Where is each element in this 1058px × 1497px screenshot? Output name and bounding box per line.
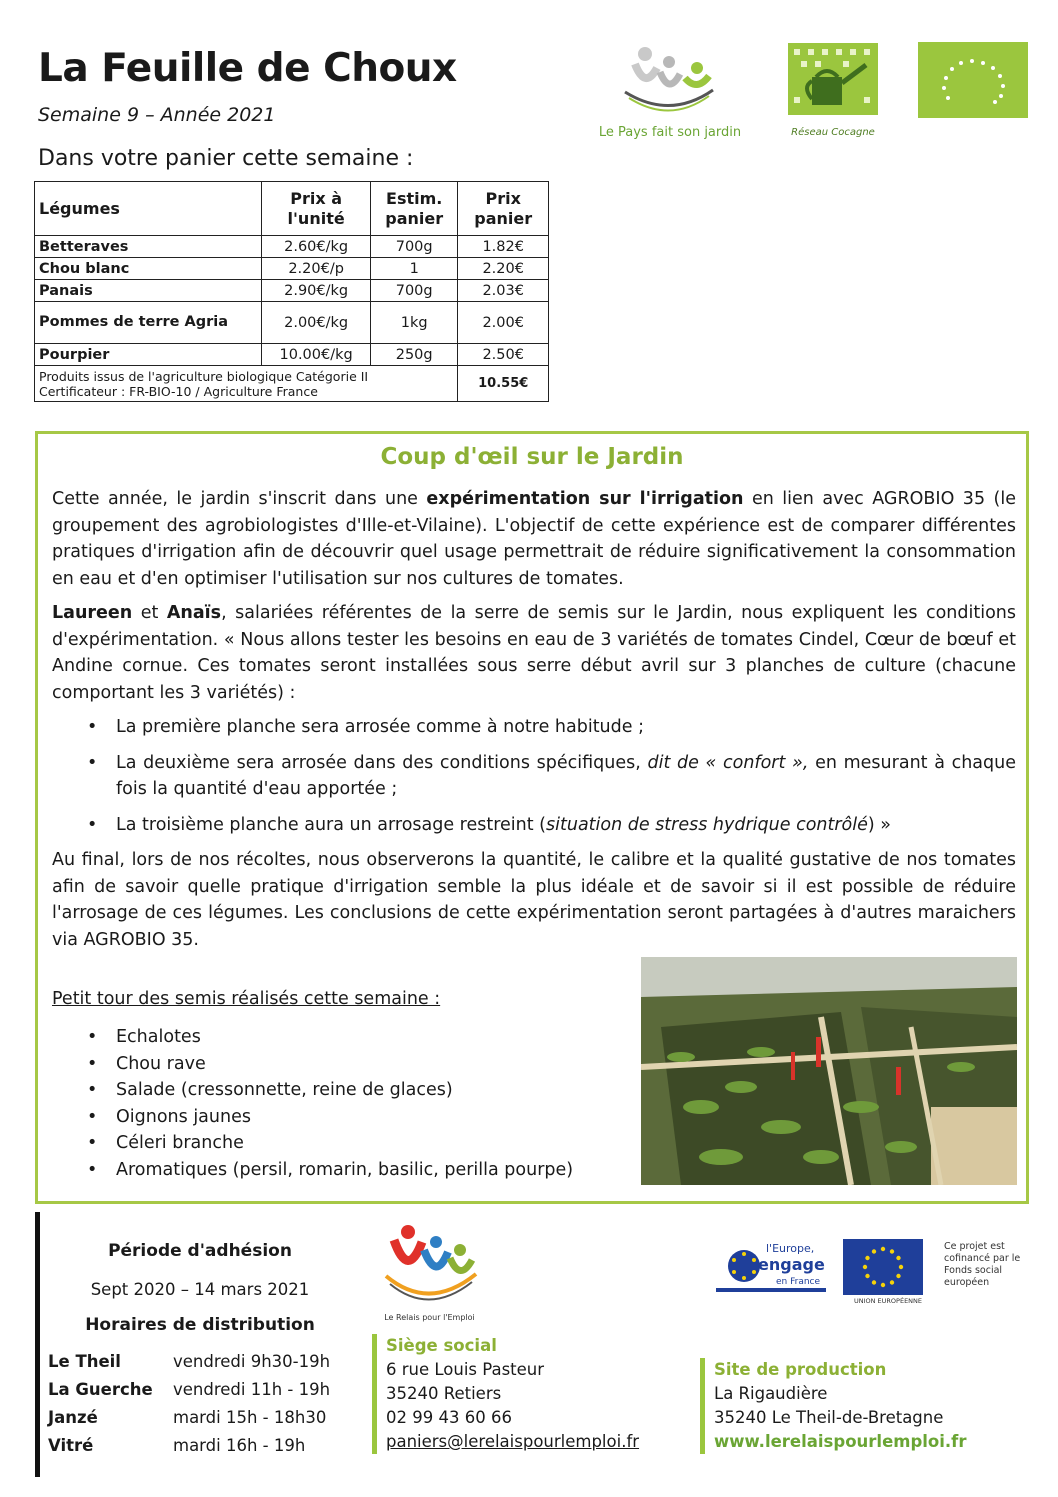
distribution-hours-label: Horaires de distribution xyxy=(85,1315,315,1335)
text-run: La troisième planche aura un arrosage restreint ( xyxy=(116,814,547,835)
europe-stars-icon xyxy=(716,1238,826,1298)
week-subtitle: Semaine 9 – Année 2021 xyxy=(38,104,276,126)
distribution-time: mardi 16h - 19h xyxy=(173,1436,306,1455)
unit-price: 2.00€/kg xyxy=(262,302,371,344)
text-run-bold: Anaïs xyxy=(166,603,222,623)
watering-can-icon xyxy=(788,43,878,115)
garden-article xyxy=(52,486,1016,961)
contact-email-link[interactable]: paniers@lerelaispourlemploi.fr xyxy=(386,1432,640,1451)
head-office-city: 35240 Retiers xyxy=(386,1384,502,1403)
experiment-list xyxy=(52,714,1016,838)
distribution-row xyxy=(48,1380,330,1399)
column-header: Estim. panier xyxy=(370,182,458,236)
text-run: et xyxy=(132,603,167,623)
basket-price: 2.20€ xyxy=(458,258,549,280)
pays-logo-caption: Le Pays fait son jardin xyxy=(598,125,742,140)
unit-price: 2.90€/kg xyxy=(262,280,371,302)
table-row xyxy=(35,302,549,344)
green-divider xyxy=(372,1334,377,1454)
distribution-place: Le Theil xyxy=(48,1352,121,1371)
relais-logo-caption: Le Relais pour l'Emploi xyxy=(384,1313,475,1322)
text-run: en mesurant à chaque fois la quantité d'eau apportée ; xyxy=(116,752,1017,799)
vegetable-name: Chou blanc xyxy=(35,258,262,280)
distribution-row xyxy=(48,1408,326,1427)
text-run: , salariées référentes de la serre de semis sur le Jardin, nous expliquent les conditions d'expérimentation. « Nous allons tester les besoins en eau de 3 variétés de tomates Cindel, Cœur de bœuf et Andine cornue. Ces tomates seront installées sous serre début avril sur 3 planches de culture (chacune comportant les 3 variétés) : xyxy=(52,603,1016,703)
table-row xyxy=(35,344,549,366)
text-run-bold: expérimentation sur l'irrigation xyxy=(426,489,744,509)
semis-heading: Petit tour des semis réalisés cette semaine : xyxy=(52,989,441,1009)
basket-price: 2.50€ xyxy=(458,344,549,366)
membership-period-label: Période d'adhésion xyxy=(108,1241,292,1261)
head-office-label: Siège social xyxy=(386,1336,497,1355)
cocagne-logo-caption: Réseau Cocagne xyxy=(791,127,875,138)
certification-line: Produits issus de l'agriculture biologique Catégorie II xyxy=(39,368,369,384)
green-divider xyxy=(700,1358,705,1454)
garden-title: Coup d'œil sur le Jardin xyxy=(380,444,684,470)
people-cheering-icon xyxy=(372,1220,487,1308)
basket-table xyxy=(34,181,549,402)
article-paragraph xyxy=(52,486,1016,592)
estimated-quantity: 250g xyxy=(370,344,458,366)
text-run: en lien avec AGROBIO 35 (le groupement des agrobiologistes d'Ille-et-Vilaine). L'objectif de cette expérience est de comparer différentes pratiques d'irrigation afin de découvrir quel usage permettrait de réduire significativement la consommation en eau et d'en optimiser l'utilisation sur nos cultures de tomates. xyxy=(52,489,1016,589)
distribution-row xyxy=(48,1352,330,1371)
text-run: La deuxième sera arrosée dans des conditions spécifiques, xyxy=(116,752,648,773)
eu-stars-icon xyxy=(843,1239,923,1295)
text-run-bold: Laureen xyxy=(52,603,133,623)
list-item: • Oignons jaunes xyxy=(52,1104,573,1131)
garden-section xyxy=(35,431,1029,1204)
europe-text: l'Europe, xyxy=(766,1242,815,1255)
list-item xyxy=(52,812,1016,839)
head-office-phone: 02 99 43 60 66 xyxy=(386,1408,512,1427)
distribution-place: La Guerche xyxy=(48,1380,153,1399)
certification-note xyxy=(35,366,458,402)
basket-price: 1.82€ xyxy=(458,236,549,258)
text-run: Cette année, le jardin s'inscrit dans une xyxy=(52,489,427,509)
reseau-cocagne-logo xyxy=(788,43,878,138)
article-paragraph: Au final, lors de nos récoltes, nous observerons la quantité, le calibre et la qualité gustative de nos tomates afin de savoir quelle pratique d'irrigation semble la plus idéale et de savoir si il est possible de réduire l'arrosage de ces légumes. Les conclusions de cette expérimentation seront partagées à d'autres maraichers via AGROBIO 35. xyxy=(52,850,1016,950)
table-row xyxy=(35,258,549,280)
svg-text:engage: engage xyxy=(758,1255,825,1274)
table-row xyxy=(35,280,549,302)
table-header-row xyxy=(35,182,549,236)
text-run-italic: dit de « confort », xyxy=(647,752,809,773)
text-run: ) » xyxy=(867,814,891,835)
seedling-trays-image xyxy=(641,957,1017,1185)
table-row xyxy=(35,236,549,258)
list-item xyxy=(52,750,1016,803)
unit-price: 2.20€/p xyxy=(262,258,371,280)
table-footer-row xyxy=(35,366,549,402)
eu-organic-logo xyxy=(918,42,1028,118)
distribution-row xyxy=(48,1436,305,1455)
list-item: • Aromatiques (persil, romarin, basilic, perilla pourpe) xyxy=(52,1157,573,1184)
production-site-label: Site de production xyxy=(714,1360,887,1379)
production-site-place: La Rigaudière xyxy=(714,1384,828,1403)
head-office-block xyxy=(386,1334,639,1454)
estimated-quantity: 1kg xyxy=(370,302,458,344)
list-item xyxy=(52,714,1016,741)
semis-list xyxy=(52,1024,573,1183)
newsletter-title: La Feuille de Choux xyxy=(38,46,457,91)
organic-leaf-icon xyxy=(918,42,1028,118)
distribution-time: vendredi 9h30-19h xyxy=(173,1352,331,1371)
membership-period-value: Sept 2020 – 14 mars 2021 xyxy=(90,1280,310,1299)
relais-pour-emploi-logo xyxy=(372,1220,487,1322)
distribution-place: Vitré xyxy=(48,1436,94,1455)
column-header: Prix à l'unité xyxy=(262,182,371,236)
distribution-time: mardi 15h - 18h30 xyxy=(173,1408,327,1427)
grand-total: 10.55€ xyxy=(458,366,549,402)
basket-price: 2.03€ xyxy=(458,280,549,302)
footer-divider xyxy=(35,1212,40,1477)
distribution-place: Janzé xyxy=(48,1408,98,1427)
vegetable-name: Pommes de terre Agria xyxy=(35,302,262,344)
people-circle-icon xyxy=(585,40,755,120)
vegetable-name: Pourpier xyxy=(35,344,262,366)
article-paragraph xyxy=(52,600,1016,706)
production-site-block xyxy=(714,1358,967,1454)
fse-cofinancing-note: Ce projet est cofinancé par le Fonds social européen xyxy=(944,1241,1021,1288)
europe-sengage-logo xyxy=(716,1238,826,1298)
svg-text:en France: en France xyxy=(776,1277,821,1287)
unit-price: 2.60€/kg xyxy=(262,236,371,258)
production-site-city: 35240 Le Theil-de-Bretagne xyxy=(714,1408,944,1427)
vegetable-name: Panais xyxy=(35,280,262,302)
certification-line: Certificateur : FR-BIO-10 / Agriculture France xyxy=(39,383,318,399)
vegetable-name: Betteraves xyxy=(35,236,262,258)
website-link[interactable]: www.lerelaispourlemploi.fr xyxy=(714,1432,967,1451)
pays-fait-son-jardin-logo xyxy=(585,40,755,140)
head-office-street: 6 rue Louis Pasteur xyxy=(386,1360,545,1379)
list-item: • Chou rave xyxy=(52,1051,573,1078)
list-item: • Echalotes xyxy=(52,1024,573,1051)
eu-flag-icon xyxy=(843,1239,923,1295)
eu-caption: UNION EUROPÉENNE xyxy=(853,1297,923,1305)
basket-price: 2.00€ xyxy=(458,302,549,344)
basket-heading: Dans votre panier cette semaine : xyxy=(38,146,414,171)
unit-price: 10.00€/kg xyxy=(262,344,371,366)
estimated-quantity: 700g xyxy=(370,280,458,302)
text-run: La première planche sera arrosée comme à notre habitude ; xyxy=(116,717,644,737)
seedlings-photo xyxy=(641,957,1017,1185)
estimated-quantity: 700g xyxy=(370,236,458,258)
column-header: Prix panier xyxy=(458,182,549,236)
list-item: • Salade (cressonnette, reine de glaces) xyxy=(52,1077,573,1104)
text-run-italic: situation de stress hydrique contrôlé xyxy=(546,814,868,835)
list-item: • Céleri branche xyxy=(52,1130,573,1157)
estimated-quantity: 1 xyxy=(370,258,458,280)
distribution-time: vendredi 11h - 19h xyxy=(173,1380,331,1399)
column-header: Légumes xyxy=(35,182,262,236)
